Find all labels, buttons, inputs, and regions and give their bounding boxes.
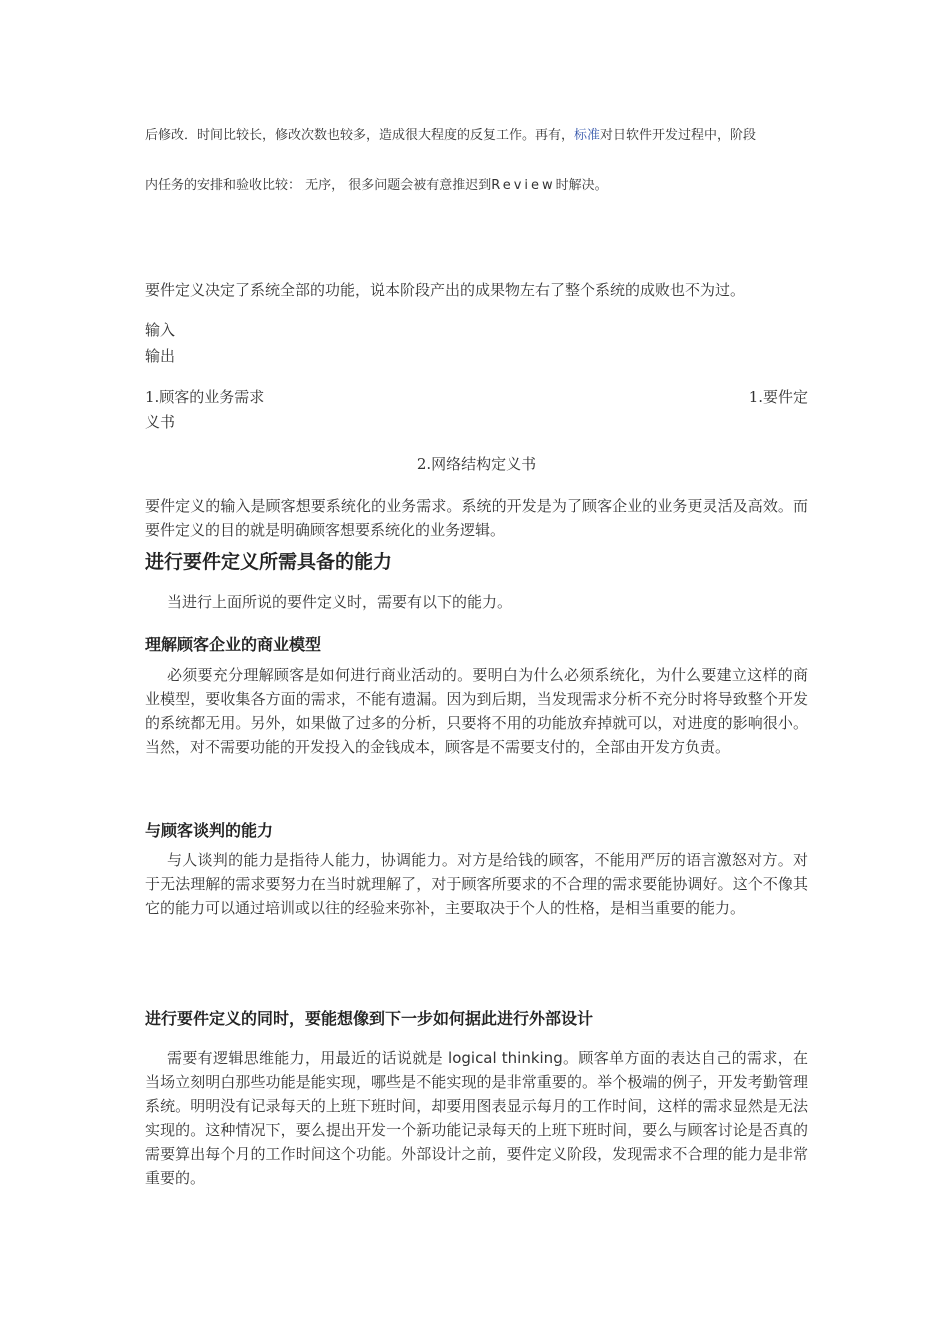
ability-text-3-a: 需要有逻辑思维能力，用最近的话说就是 [167, 1049, 449, 1067]
section-intro: 当进行上面所说的要件定义时，需要有以下的能力。 [167, 593, 513, 611]
ability-heading-3: 进行要件定义的同时，要能想像到下一步如何据此进行外部设计 [145, 1009, 594, 1028]
ability-text-2: 与人谈判的能力是指待人能力，协调能力。对方是给钱的顾客，不能用严厉的语言激怒对方。对于无法理解的需求要努力在当时就理解了，对于顾客所要求的不合理的需求要能协调好。这个不像其它的能力可以通过培训或以往的经验来弥补，主要取决于个人的性格，是相当重要的能力。 [145, 851, 808, 917]
output-item-1-cont: 义书 [145, 413, 176, 431]
intro-text: 后修改．时间比较长，修改次数也较多，造成很大程度的反复工作。再有， [145, 128, 575, 143]
output-label: 输出 [145, 347, 176, 365]
intro-line-2 [145, 176, 808, 196]
io-row-1 [145, 385, 808, 409]
input-item-1: 1.顾客的业务需求 [145, 388, 265, 406]
ability-heading-1: 理解顾客企业的商业模型 [145, 635, 322, 654]
review-term: Review [491, 178, 556, 193]
intro-line-1 [145, 126, 808, 146]
logical-thinking-term: logical thinking [448, 1049, 563, 1067]
io-description: 要件定义的输入是顾客想要系统化的业务需求。系统的开发是为了顾客企业的业务更灵活及高效。而要件定义的目的就是明确顾客想要系统化的业务逻辑。 [145, 497, 808, 539]
intro-text: 对日软件开发过程中，阶段 [600, 128, 757, 143]
ability-text-3-b: 。顾客单方面的表达自己的需求，在当场立刻明白那些功能是能实现，哪些是不能实现的是非常重要的。举个极端的例子，开发考勤管理系统。明明没有记录每天的上班下班时间，却要用图表显示每月的工作时间，这样的需求显然是无法实现的。这种情况下，要么提出开发一个新功能记录每天的上班下班时间，要么与顾客讨论是否真的需要算出每个月的工作时间这个功能。外部设计之前，要件定义阶段，发现需求不合理的能力是非常重要的。 [145, 1049, 808, 1187]
ability-text-3 [145, 1046, 808, 1190]
intro-text: 时解决。 [555, 178, 608, 193]
input-label: 输入 [145, 321, 176, 339]
intro-text: 内任务的安排和验收比较： 无序， 很多问题会被有意推迟到 [145, 178, 492, 193]
ability-text-1: 必须要充分理解顾客是如何进行商业活动的。要明白为什么必须系统化，为什么要建立这样的商业模型，要收集各方面的需求，不能有遗漏。因为到后期，当发现需求分析不充分时将导致整个开发的系统都无用。另外，如果做了过多的分析，只要将不用的功能放弃掉就可以，对进度的影响很小。当然，对不需要功能的开发投入的金钱成本，顾客是不需要支付的，全部由开发方负责。 [145, 666, 808, 756]
output-item-2: 2.网络结构定义书 [416, 455, 537, 473]
ability-heading-2: 与顾客谈判的能力 [145, 821, 274, 840]
output-item-1: 1.要件定 [748, 388, 808, 406]
summary-paragraph: 要件定义决定了系统全部的功能，说本阶段产出的成果物左右了整个系统的成败也不为过。 [145, 281, 746, 299]
standard-link[interactable]: 标准 [574, 128, 601, 143]
section-title: 进行要件定义所需具备的能力 [145, 551, 393, 573]
